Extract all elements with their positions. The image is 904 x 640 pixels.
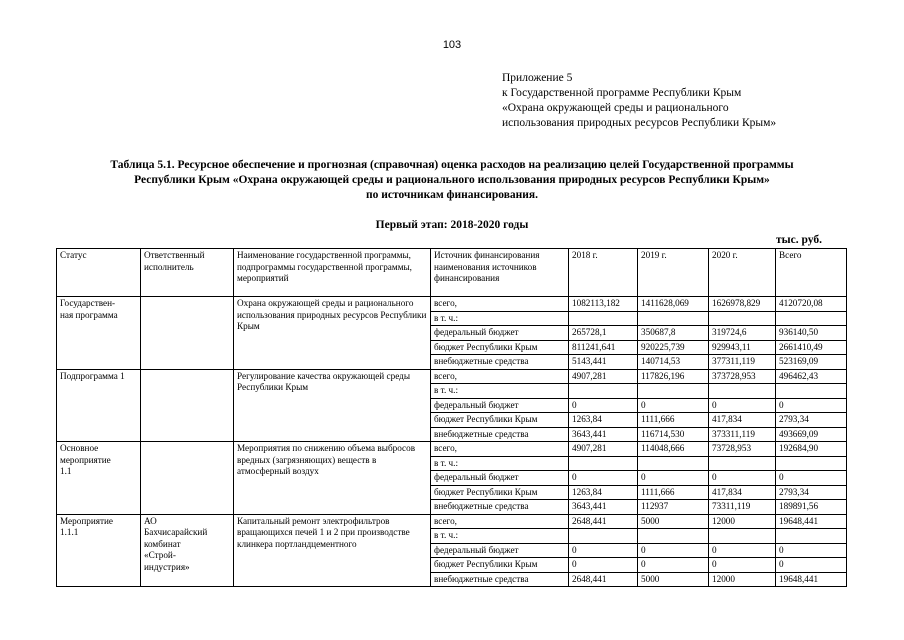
amount-cell: 19648,441 <box>776 514 847 529</box>
program-name-cell: Охрана окружающей среды и рационального использования природных ресурсов Республики Крым <box>234 297 431 370</box>
appendix-line: «Охрана окружающей среды и рационального <box>502 102 729 114</box>
amount-cell: 2648,441 <box>569 514 638 529</box>
amount-cell <box>776 384 847 399</box>
amount-cell: 3643,441 <box>569 500 638 515</box>
status-cell: Подпрограмма 1 <box>57 369 141 442</box>
amount-cell <box>569 311 638 326</box>
page-number: 103 <box>442 39 462 51</box>
status-cell: Основное мероприятие 1.1 <box>57 442 141 515</box>
program-name-cell: Мероприятия по снижению объема выбросов вредных (загрязняющих) веществ в атмосферный воздух <box>234 442 431 515</box>
amount-cell: 117826,196 <box>638 369 709 384</box>
amount-cell <box>709 311 776 326</box>
executor-cell <box>141 369 234 442</box>
funding-source-cell: всего, <box>431 297 569 312</box>
funding-source-cell: внебюджетные средства <box>431 572 569 587</box>
executor-cell <box>141 442 234 515</box>
table-title-line: Республики Крым «Охрана окружающей среды и рационального использования природных ресурсов Республики Крым» <box>134 174 770 186</box>
amount-cell: 811241,641 <box>569 340 638 355</box>
amount-cell: 0 <box>569 471 638 486</box>
amount-cell: 73728,953 <box>709 442 776 457</box>
amount-cell: 0 <box>638 558 709 573</box>
appendix-block <box>502 71 776 131</box>
executor-cell: АО Бахчисарайский комбинат «Строй- индустрия» <box>141 514 234 587</box>
amount-cell: 350687,8 <box>638 326 709 341</box>
funding-source-cell: федеральный бюджет <box>431 471 569 486</box>
amount-cell: 0 <box>709 558 776 573</box>
amount-cell: 0 <box>638 398 709 413</box>
funding-table <box>56 248 847 587</box>
amount-cell: 1082113,182 <box>569 297 638 312</box>
amount-cell: 493669,09 <box>776 427 847 442</box>
table-row <box>57 514 847 529</box>
amount-cell: 140714,53 <box>638 355 709 370</box>
funding-source-cell: внебюджетные средства <box>431 500 569 515</box>
amount-cell: 523169,09 <box>776 355 847 370</box>
amount-cell: 0 <box>776 398 847 413</box>
amount-cell: 0 <box>638 471 709 486</box>
amount-cell: 1111,666 <box>638 485 709 500</box>
amount-cell: 0 <box>709 471 776 486</box>
program-name-cell: Капитальный ремонт электрофильтров вращающихся печей 1 и 2 при производстве клинкера портландцементного <box>234 514 431 587</box>
header-cell: Статус <box>57 249 141 297</box>
funding-table-body <box>57 249 847 587</box>
amount-cell: 116714,530 <box>638 427 709 442</box>
program-name-cell: Регулирование качества окружающей среды Республики Крым <box>234 369 431 442</box>
amount-cell <box>638 529 709 544</box>
funding-source-cell: всего, <box>431 514 569 529</box>
amount-cell: 373728,953 <box>709 369 776 384</box>
table-row <box>57 442 847 457</box>
amount-cell: 189891,56 <box>776 500 847 515</box>
amount-cell: 496462,43 <box>776 369 847 384</box>
amount-cell: 936140,50 <box>776 326 847 341</box>
amount-cell: 2793,34 <box>776 485 847 500</box>
amount-cell: 0 <box>709 398 776 413</box>
amount-cell: 5143,441 <box>569 355 638 370</box>
amount-cell <box>709 384 776 399</box>
funding-source-cell: федеральный бюджет <box>431 398 569 413</box>
amount-cell: 0 <box>569 543 638 558</box>
status-cell: Государствен- ная программа <box>57 297 141 370</box>
amount-cell: 5000 <box>638 572 709 587</box>
header-cell: Всего <box>776 249 847 297</box>
funding-source-cell: бюджет Республики Крым <box>431 340 569 355</box>
amount-cell: 417,834 <box>709 485 776 500</box>
amount-cell <box>776 529 847 544</box>
funding-source-cell: в т. ч.: <box>431 311 569 326</box>
header-cell: Наименование государственной программы, подпрограммы государственной программы, мероприятий <box>234 249 431 297</box>
funding-source-cell: бюджет Республики Крым <box>431 413 569 428</box>
header-cell: 2020 г. <box>709 249 776 297</box>
amount-cell: 1411628,069 <box>638 297 709 312</box>
appendix-line: Приложение 5 <box>502 72 573 84</box>
table-header-row <box>57 249 847 297</box>
amount-cell <box>638 311 709 326</box>
amount-cell: 0 <box>569 398 638 413</box>
amount-cell <box>638 456 709 471</box>
amount-cell: 4907,281 <box>569 442 638 457</box>
amount-cell: 2661410,49 <box>776 340 847 355</box>
amount-cell: 920225,739 <box>638 340 709 355</box>
amount-cell: 373311,119 <box>709 427 776 442</box>
table-title <box>40 158 864 203</box>
amount-cell: 2793,34 <box>776 413 847 428</box>
amount-cell <box>709 529 776 544</box>
stage-title: Первый этап: 2018-2020 годы <box>375 219 529 231</box>
funding-source-cell: федеральный бюджет <box>431 326 569 341</box>
funding-source-cell: всего, <box>431 442 569 457</box>
amount-cell <box>638 384 709 399</box>
amount-cell: 0 <box>638 543 709 558</box>
amount-cell <box>569 456 638 471</box>
header-cell: Ответственный исполнитель <box>141 249 234 297</box>
funding-source-cell: федеральный бюджет <box>431 543 569 558</box>
status-cell: Мероприятие 1.1.1 <box>57 514 141 587</box>
header-cell: 2018 г. <box>569 249 638 297</box>
funding-source-cell: бюджет Республики Крым <box>431 485 569 500</box>
funding-source-cell: в т. ч.: <box>431 456 569 471</box>
header-cell: 2019 г. <box>638 249 709 297</box>
amount-cell: 1263,84 <box>569 485 638 500</box>
amount-cell: 0 <box>776 543 847 558</box>
amount-cell <box>569 384 638 399</box>
amount-cell: 377311,119 <box>709 355 776 370</box>
amount-cell: 1111,666 <box>638 413 709 428</box>
amount-cell: 2648,441 <box>569 572 638 587</box>
funding-source-cell: бюджет Республики Крым <box>431 558 569 573</box>
amount-cell: 5000 <box>638 514 709 529</box>
amount-cell: 4120720,08 <box>776 297 847 312</box>
funding-source-cell: в т. ч.: <box>431 529 569 544</box>
amount-cell <box>569 529 638 544</box>
funding-source-cell: внебюджетные средства <box>431 355 569 370</box>
amount-cell: 929943,11 <box>709 340 776 355</box>
amount-cell: 1263,84 <box>569 413 638 428</box>
appendix-line: использования природных ресурсов Республики Крым» <box>502 117 777 129</box>
amount-cell: 12000 <box>709 514 776 529</box>
amount-cell: 19648,441 <box>776 572 847 587</box>
amount-cell: 1626978,829 <box>709 297 776 312</box>
amount-cell: 0 <box>709 543 776 558</box>
amount-cell: 12000 <box>709 572 776 587</box>
amount-cell <box>776 456 847 471</box>
amount-cell: 0 <box>569 558 638 573</box>
amount-cell: 4907,281 <box>569 369 638 384</box>
table-title-line: Таблица 5.1. Ресурсное обеспечение и прогнозная (справочная) оценка расходов на реализацию целей Государственной программы <box>110 159 794 171</box>
header-cell: Источник финансирования наименования источников финансирования <box>431 249 569 297</box>
executor-cell <box>141 297 234 370</box>
funding-source-cell: внебюджетные средства <box>431 427 569 442</box>
amount-cell: 114048,666 <box>638 442 709 457</box>
amount-cell: 319724,6 <box>709 326 776 341</box>
appendix-line: к Государственной программе Республики Крым <box>502 87 742 99</box>
amount-cell <box>709 456 776 471</box>
amount-cell: 192684,90 <box>776 442 847 457</box>
units-label: тыс. руб. <box>776 234 822 246</box>
amount-cell <box>776 311 847 326</box>
funding-source-cell: в т. ч.: <box>431 384 569 399</box>
funding-source-cell: всего, <box>431 369 569 384</box>
amount-cell: 112937 <box>638 500 709 515</box>
amount-cell: 265728,1 <box>569 326 638 341</box>
amount-cell: 0 <box>776 558 847 573</box>
table-title-line: по источникам финансирования. <box>365 189 539 201</box>
amount-cell: 417,834 <box>709 413 776 428</box>
amount-cell: 3643,441 <box>569 427 638 442</box>
table-row <box>57 297 847 312</box>
table-row <box>57 369 847 384</box>
amount-cell: 73311,119 <box>709 500 776 515</box>
amount-cell: 0 <box>776 471 847 486</box>
